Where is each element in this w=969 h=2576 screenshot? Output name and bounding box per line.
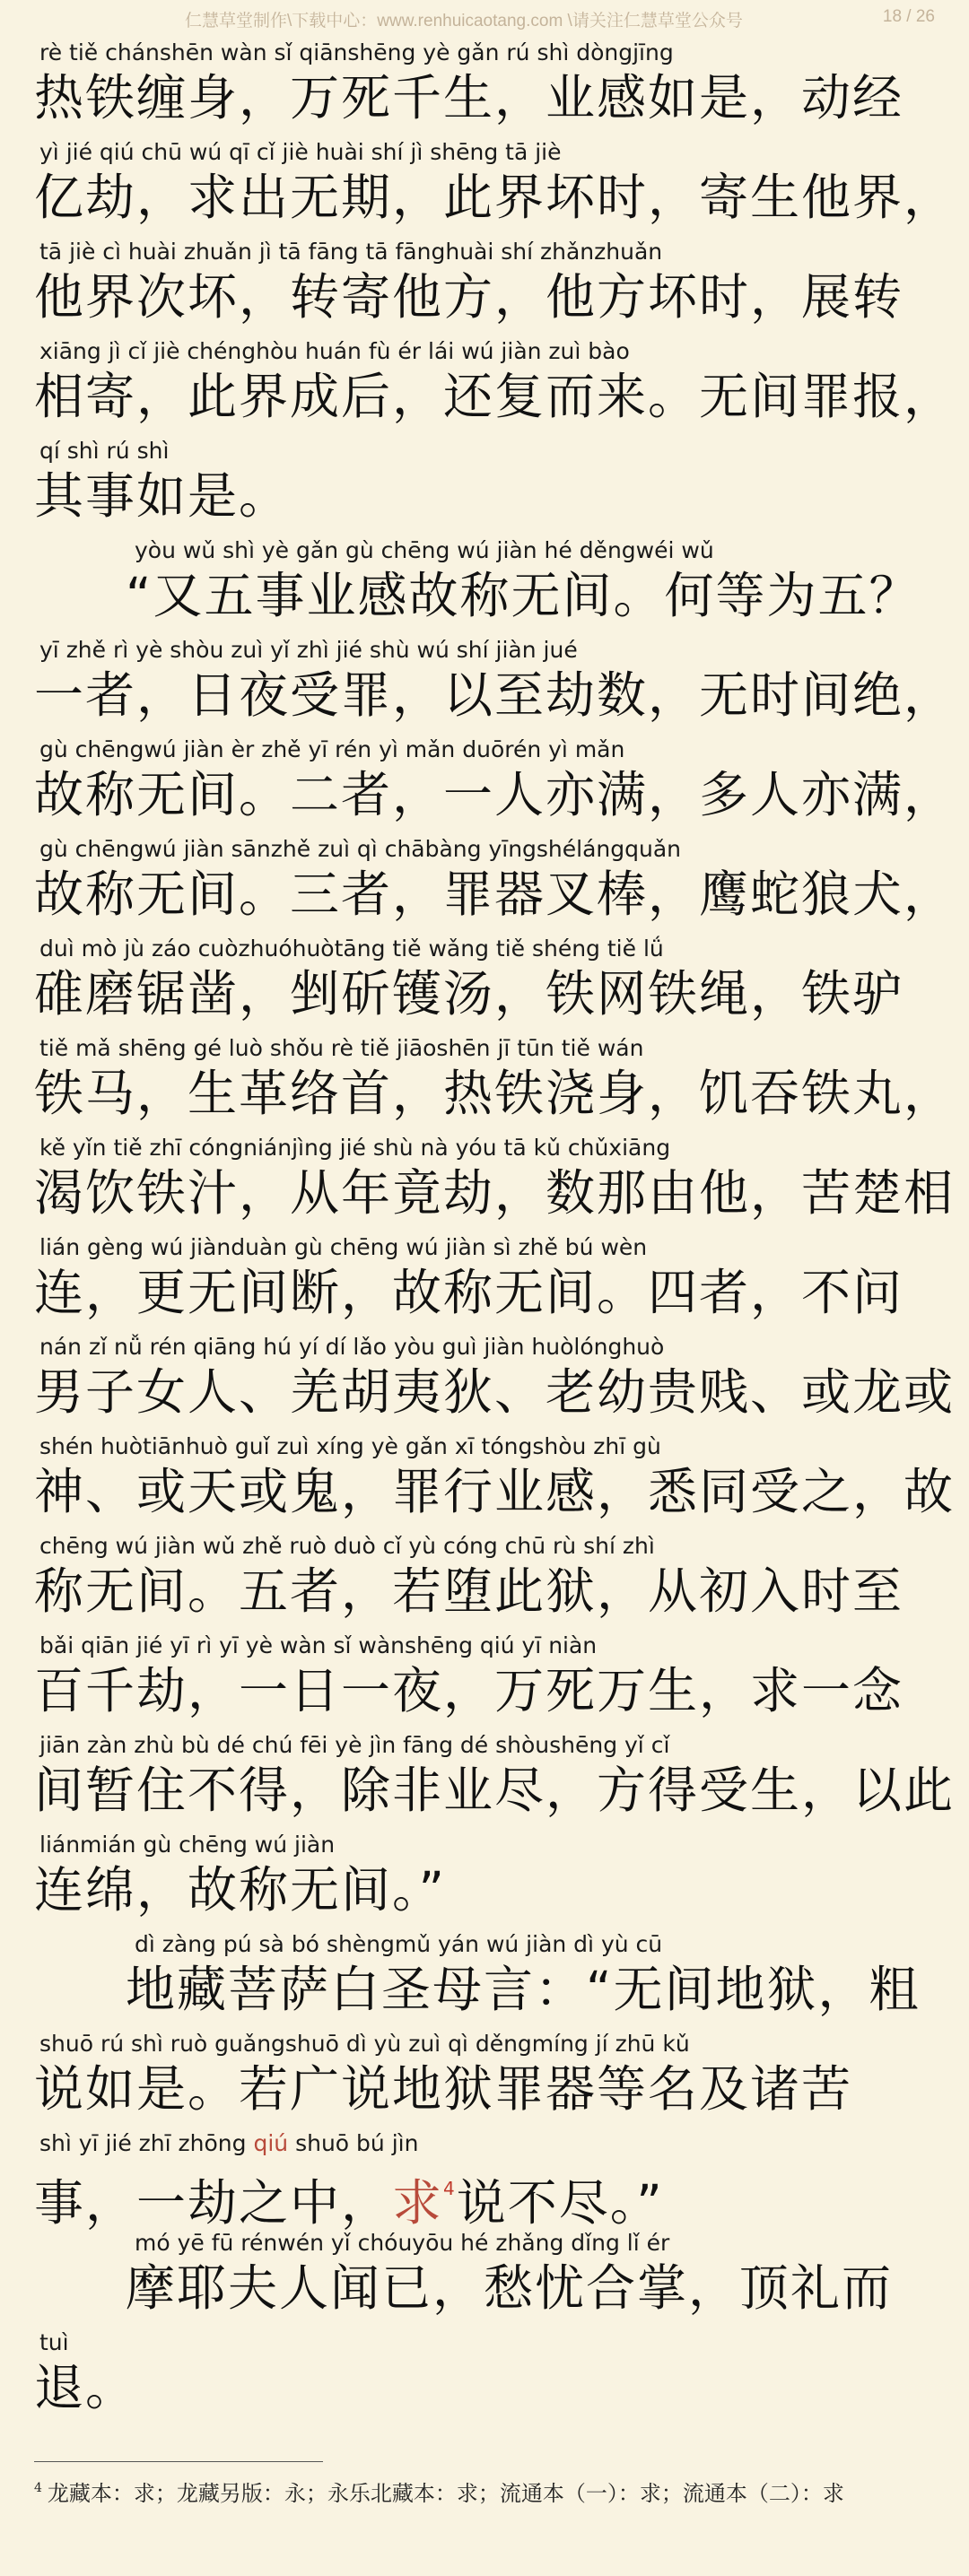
pinyin-text: bǎi qiān jié yī rì yī yè wàn sǐ wànshēng qiú yī niàn — [39, 1632, 598, 1658]
text-line — [0, 1430, 969, 1529]
hanzi-text: 他界次坏，转寄他方，他方坏时，展转 — [34, 268, 904, 326]
pinyin-line — [39, 2031, 690, 2058]
pinyin-text: chēng wú jiàn wǔ zhě ruò duò cǐ yù cóng chū rù shí zhì — [39, 1533, 655, 1559]
text-line — [0, 534, 969, 633]
pinyin-line — [39, 139, 562, 166]
hanzi-text: 故称无间。二者，一人亦满，多人亦满， — [34, 766, 956, 823]
text-line — [0, 1231, 969, 1330]
pinyin-line — [39, 1632, 597, 1659]
pinyin-text: dì zàng pú sà bó shèngmǔ yán wú jiàn dì yù cū — [135, 1931, 663, 1957]
pinyin-line — [39, 239, 662, 265]
pinyin-text: gù chēngwú jiàn sānzhě zuì qì chābàng yīngshélángquǎn — [39, 836, 682, 862]
hanzi-line — [34, 1761, 955, 1820]
pinyin-line — [39, 936, 664, 962]
pinyin-line — [39, 438, 169, 465]
pinyin-line — [39, 836, 681, 863]
hanzi-line — [34, 367, 955, 426]
text-line — [0, 1330, 969, 1430]
pinyin-text: jiān zàn zhù bù dé chú fēi yè jìn fāng dé shòushēng yǐ cǐ — [39, 1732, 670, 1758]
hanzi-text: 故称无间。三者，罪器叉棒，鹰蛇狼犬， — [34, 866, 956, 923]
hanzi-line — [126, 2258, 893, 2318]
pinyin-line — [135, 2230, 669, 2257]
hanzi-text: 铁马，生革络首，热铁浇身，饥吞铁丸， — [34, 1065, 956, 1122]
hanzi-text: 连，更无间断，故称无间。四者，不问 — [34, 1264, 904, 1321]
text-line — [0, 1529, 969, 1629]
pinyin-line — [135, 537, 714, 564]
pinyin-text: yòu wǔ shì yè gǎn gù chēng wú jiàn hé děngwéi wǔ — [135, 537, 714, 563]
hanzi-text: 渴饮铁汁，从年竟劫，数那由他，苦楚相 — [34, 1164, 956, 1222]
text-line — [0, 932, 969, 1031]
hanzi-line — [34, 68, 904, 127]
hanzi-line — [34, 1860, 446, 1919]
hanzi-line — [126, 1960, 921, 2019]
pinyin-line — [39, 1832, 335, 1858]
pinyin-line — [39, 1234, 647, 1261]
hanzi-line — [34, 1661, 904, 1720]
text-line — [0, 832, 969, 932]
pinyin-line — [39, 2130, 418, 2157]
hanzi-text-rest: 说不尽。” — [456, 2174, 664, 2232]
text-line — [0, 633, 969, 733]
footnote-mark: 4 — [34, 2481, 42, 2495]
pinyin-text: shuō rú shì ruò guǎngshuō dì yù zuì qì děngmíng jí zhū kǔ — [39, 2031, 690, 2057]
text-line — [0, 1728, 969, 1828]
text-line — [0, 2027, 969, 2127]
hanzi-text: 间暂住不得，除非业尽，方得受生，以此 — [34, 1762, 956, 1819]
text-line — [0, 2326, 969, 2425]
pinyin-text: rè tiě chánshēn wàn sǐ qiānshēng yè gǎn rú shì dòngjīng — [39, 39, 674, 65]
hanzi-text: 说如是。若广说地狱罪器等名及诸苦 — [34, 2060, 853, 2118]
pinyin-text: gù chēngwú jiàn èr zhě yī rén yì mǎn duōrén yì mǎn — [39, 736, 625, 762]
hanzi-line — [34, 865, 955, 924]
hanzi-line — [34, 765, 955, 824]
text-line — [0, 1928, 969, 2027]
pinyin-line — [39, 637, 578, 664]
hanzi-line — [34, 2059, 852, 2119]
hanzi-text: 相寄，此界成后，还复而来。无间罪报， — [34, 368, 956, 425]
pinyin-line — [39, 338, 630, 365]
text-line — [0, 2127, 969, 2232]
text-line — [0, 1629, 969, 1728]
hanzi-line — [34, 1462, 955, 1521]
hanzi-text: 连绵，故称无间。” — [34, 1861, 446, 1919]
hanzi-text: 其事如是。 — [34, 467, 291, 525]
hanzi-line — [34, 1064, 955, 1123]
hanzi-line — [34, 267, 904, 326]
pinyin-line — [39, 1732, 669, 1759]
pinyin-line — [39, 1533, 655, 1560]
text-line — [0, 135, 969, 235]
pinyin-highlight: qiú — [253, 2130, 289, 2156]
text-line — [0, 733, 969, 832]
hanzi-text: 事，一劫之中， — [34, 2174, 393, 2232]
hanzi-line — [34, 1163, 955, 1223]
hanzi-text: 称无间。五者，若堕此狱，从初入时至 — [34, 1562, 904, 1620]
text-line — [0, 434, 969, 534]
hanzi-text: 热铁缠身，万死千生，业感如是，动经 — [34, 69, 904, 126]
pinyin-text-rest: shuō bú jìn — [288, 2130, 419, 2156]
hanzi-text: 一者，日夜受罪，以至劫数，无时间绝， — [34, 666, 956, 724]
hanzi-text: 百千劫，一日一夜，万死万生，求一念 — [34, 1662, 904, 1719]
hanzi-line — [126, 566, 921, 625]
hanzi-text: 碓磨锯凿，剉斫镬汤，铁网铁绳，铁驴 — [34, 965, 904, 1023]
pinyin-text: tā jiè cì huài zhuǎn jì tā fāng tā fānghuài shí zhǎnzhuǎn — [39, 239, 663, 265]
pinyin-text: tuì — [39, 2329, 69, 2355]
text-line — [0, 36, 969, 135]
pinyin-text: shì yī jié zhī zhōng — [39, 2130, 254, 2156]
text-line — [0, 235, 969, 335]
pinyin-text: yì jié qiú chū wú qī cǐ jiè huài shí jì shēng tā jiè — [39, 139, 562, 165]
header-source-text: 仁慧草堂制作\下载中心：www.renhuicaotang.com \请关注仁慧草堂公众号 — [185, 12, 743, 30]
pinyin-line — [39, 1433, 661, 1460]
hanzi-line — [34, 466, 290, 526]
footnote-text: 龙藏本：求；龙藏另版：永；永乐北藏本：求；流通本（一）：求；流通本（二）：求 — [47, 2481, 844, 2506]
pinyin-line — [39, 1135, 670, 1162]
hanzi-line — [34, 964, 904, 1023]
text-line — [0, 335, 969, 434]
hanzi-text: 退。 — [34, 2359, 137, 2416]
pinyin-text: tiě mǎ shēng gé luò shǒu rè tiě jiāoshēn jī tūn tiě wán — [39, 1035, 644, 1061]
text-line — [0, 1131, 969, 1231]
pinyin-line — [39, 736, 624, 763]
pinyin-text: nán zǐ nǚ rén qiāng hú yí dí lǎo yòu guì jiàn huòlónghuò — [39, 1334, 665, 1360]
hanzi-line — [34, 666, 955, 725]
hanzi-text: 亿劫，求出无期，此界坏时，寄生他界， — [34, 169, 956, 226]
pinyin-text: yī zhě rì yè shòu zuì yǐ zhì jié shù wú shí jiàn jué — [39, 637, 578, 663]
pinyin-text: liánmián gù chēng wú jiàn — [39, 1832, 336, 1858]
footnote — [34, 2472, 940, 2510]
hanzi-line — [34, 2159, 664, 2232]
pinyin-text: lián gèng wú jiànduàn gù chēng wú jiàn sì zhě bú wèn — [39, 1234, 648, 1260]
hanzi-line — [34, 1362, 955, 1422]
pinyin-line — [39, 39, 674, 66]
hanzi-text: “又五事业感故称无间。何等为五？ — [126, 567, 921, 624]
hanzi-line — [34, 1263, 904, 1322]
pinyin-line — [39, 2329, 69, 2356]
pinyin-line — [39, 1035, 643, 1062]
text-line — [0, 1828, 969, 1928]
hanzi-line — [34, 168, 955, 227]
text-line — [0, 2226, 969, 2326]
pinyin-line — [39, 1334, 664, 1361]
footnote-divider — [34, 2461, 323, 2462]
pinyin-text: kě yǐn tiě zhī cóngniánjìng jié shù nà yóu tā kǔ chǔxiāng — [39, 1135, 671, 1161]
scripture-body — [0, 36, 969, 2425]
hanzi-text: 地藏菩萨白圣母言：“无间地狱，粗 — [126, 1961, 921, 2018]
page-header — [0, 7, 969, 38]
pinyin-text: qí shì rú shì — [39, 438, 170, 464]
pinyin-line — [135, 1931, 662, 1958]
hanzi-text: 男子女人、羌胡夷狄、老幼贵贱、或龙或 — [34, 1363, 956, 1421]
hanzi-highlight: 求 — [392, 2174, 444, 2232]
hanzi-line — [34, 1562, 904, 1621]
pinyin-text: duì mò jù záo cuòzhuóhuòtāng tiě wǎng tiě shéng tiě lǘ — [39, 936, 664, 962]
hanzi-text: 神、或天或鬼，罪行业感，悉同受之，故 — [34, 1463, 956, 1520]
pinyin-text: mó yē fū rénwén yǐ chóuyōu hé zhǎng dǐng lǐ ér — [135, 2230, 670, 2256]
hanzi-text: 摩耶夫人闻已，愁忧合掌，顶礼而 — [126, 2259, 894, 2317]
footnote-ref[interactable]: 4 — [443, 2178, 457, 2199]
pinyin-text: xiāng jì cǐ jiè chénghòu huán fù ér lái wú jiàn zuì bào — [39, 338, 630, 364]
pinyin-text: shén huòtiānhuò guǐ zuì xíng yè gǎn xī tóngshòu zhī gù — [39, 1433, 661, 1459]
page-number: 18 / 26 — [882, 7, 935, 26]
hanzi-line — [34, 2358, 136, 2417]
text-line — [0, 1031, 969, 1131]
